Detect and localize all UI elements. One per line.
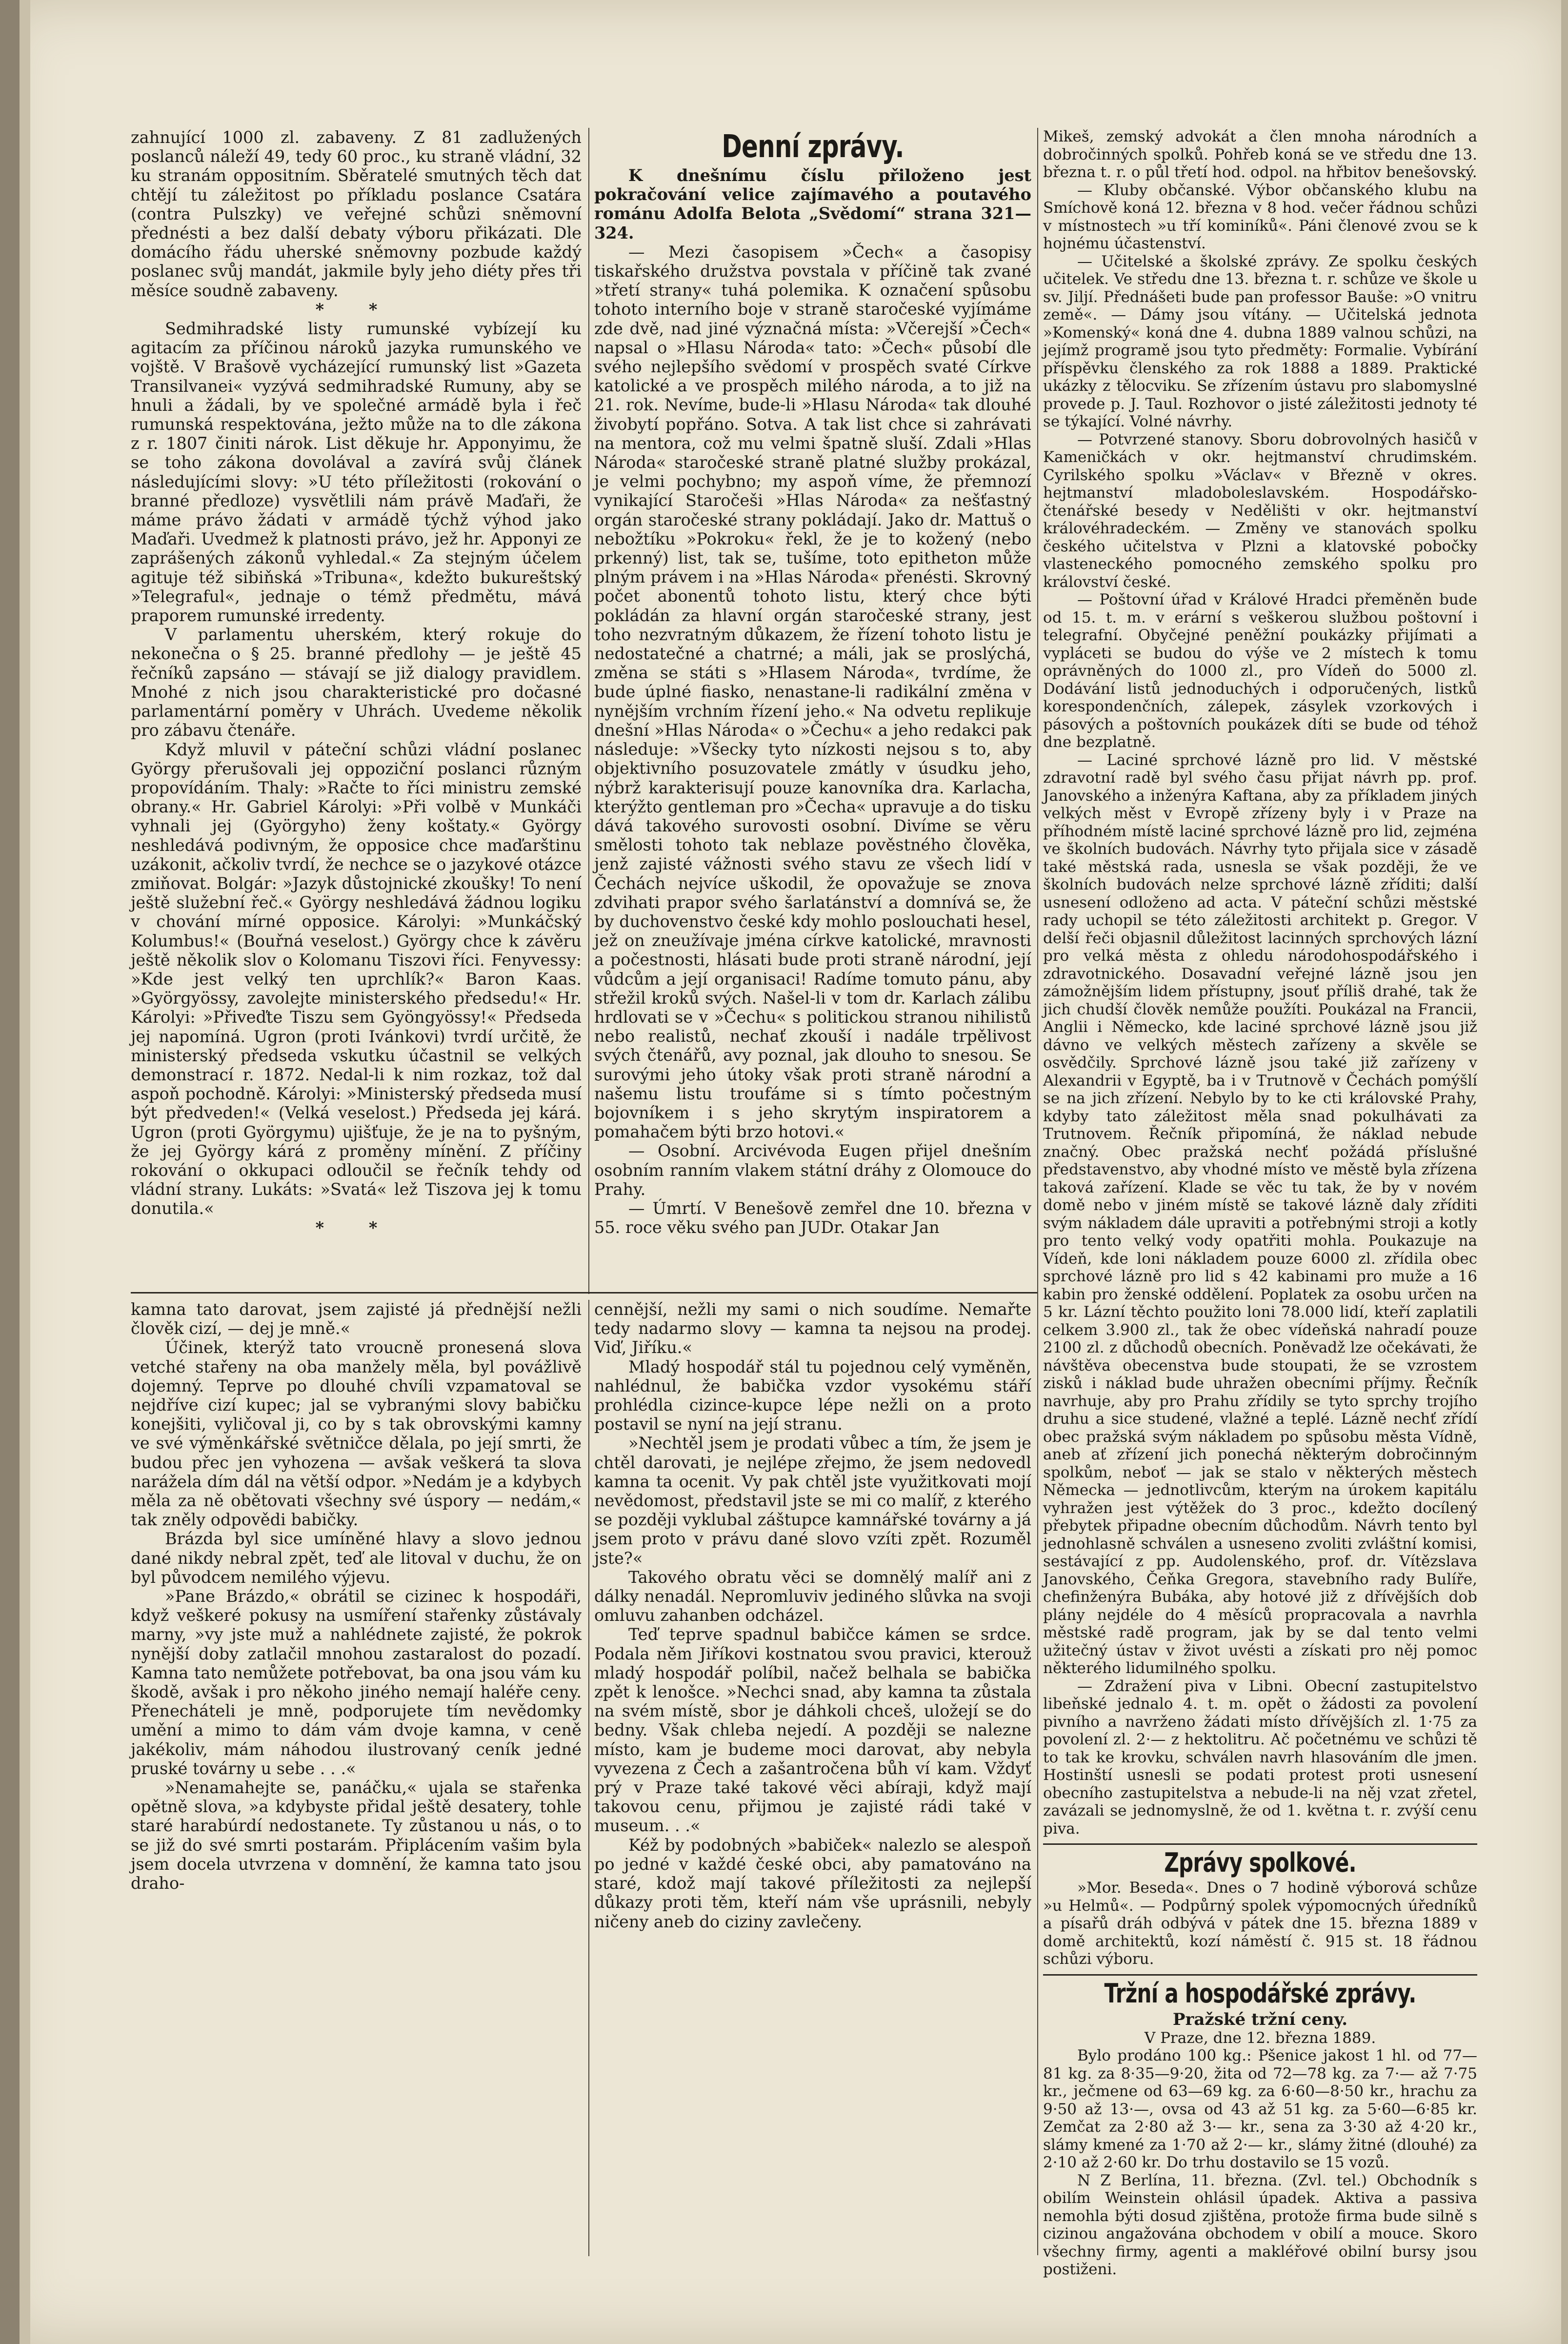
story-paragraph: Brázda byl sice umíněné hlavy a slovo jednou dané nikdy nebral zpět, teď ale litoval v duchu, že on byl původcem nemilého výjevu. [131,1529,582,1587]
article-paragraph: — Úmrtí. V Benešově zemřel dne 10. března v 55. roce věku svého pan JUDr. Otakar Jan [594,1198,1031,1237]
section-divider-stars: * * [315,1218,397,1237]
story-paragraph: »Nechtěl jsem je prodati vůbec a tím, že jsem je chtěl darovati, je nejlépe zřejmo, že jsem nedovedl kamna ta ocenit. Vy pak chtěl jste využitkovati mojí nevědomost, představil jste se mi co malíř, z kterého se později vyklubal záštupce kamnářské továrny a já jsem proto v právu dané slovo vzíti zpět. Rozuměl jste?« [594,1434,1031,1568]
section-rule [1043,1971,1477,1976]
story-paragraph: »Nenamahejte se, panáčku,« ujala se stařenka opětně slova, »a kdybyste přidal ještě desatery, tohle staré harabúrdí nedostanete. Ty zůstanou u nás, o to se již do své smrti postarám. Připlácením vašim byla jsem docela utvrzena v domnění, že kamna tato jsou draho- [131,1778,582,1893]
story-paragraph: »Pane Brázdo,« obrátil se cizinec k hospodáři, když veškeré pokusy na usmíření stařenky zůstávaly marny, »vy jste muž a nahlédnete zajisté, že pokrok nynější doby zatlačil mnohou zastaralost do pozadí. Kamna tato nemůžete potřebovat, ba ona jsou vám ku škodě, avšak i pro někoho jiného nemají haléře ceny. Přenecháteli je mně, podporujete tím nevědomky umění a mimo to dám vám dvoje kamna, v ceně jakékoliv, mám náhodou ilustrovaný ceník jedné pruské továrny u sebe . . .« [131,1587,582,1778]
binding-edge-inner [20,0,30,2344]
dateline: V Praze, dne 12. března 1889. [1144,2029,1376,2047]
article-paragraph: N Z Berlína, 11. března. (Zvl. tel.) Obchodník s obilím Weinstein ohlásil úpadek. Aktiva a passiva nemohla býti dosud zjištěna, protože firma bude silně s cizinou angažována obchodem v obilí a mouce. Skoro všechny firmy, agenti a makléřové obilní bursy jsou postiženi. [1043,2171,1477,2278]
article-paragraph: — Osobní. Arcivévoda Eugen přijel dnešním osobním ranním vlakem státní dráhy z Olomouce do Prahy. [594,1141,1031,1199]
section-divider-stars: * * [315,300,397,319]
story-paragraph: Kéž by podobných »babiček« nalezlo se alespoň po jedné v každé české obci, aby pamatováno na staré, kdož mají takové příležitosti za nejlepší důkazy proti těm, kteří nám vše uprásnili, nebyly ničeny aneb do ciziny zavlečeny. [594,1835,1031,1931]
story-paragraph: Teď teprve spadnul babičce kámen se srdce. Podala něm Jiříkovi kostnatou svou pravici, kterouž mladý hospodář políbil, načež belhala se babička zpět k lenošce. »Nechci snad, aby kamna ta zůstala na svém místě, sbor je dáhkoli chceš, uložejí se do bedny. Však chleba nejedí. A později se nalezne místo, kam je budeme moci darovat, aby nebyla vyvezena z Čech a zašantročena bůh ví kam. Vždyť prý v Praze také takové věci abíraji, když mají takovou cenu, přijmou je zajisté rádi také v museum. . .« [594,1625,1031,1836]
left-column-news [131,128,582,1284]
article-paragraph: Sedmihradské listy rumunské vybízejí ku agitacím za příčinou nároků jazyka rumunského ve vojště. V Brašově vycházející rumunský list »Gazeta Transilvanei« vyzývá sedmihradské Rumuny, aby se hnuli a žádali, by ve společné armádě byla i řeč rumunská respektována, ježto může na to dle zákona z r. 1807 činiti nárok. List děkuje hr. Apponyimu, že se toho zákona dovolával a zavírá svůj článek následujícími slovy: »U této příležitosti (rokování o branné předloze) vysvětlili nám právě Maďaři, že máme právo žádati v armádě týchž výhod jako Maďaři. Uvedmež k platnosti právo, jež hr. Apponyi ze zaprášených zákonů vyhledal.« Za stejným účelem agituje též sibiňská »Tribuna«, kdežto bukureštský »Telegraful«, jednaje o témž předmětu, mává praporem rumunské irredenty. [131,319,582,626]
binding-edge [0,0,20,2344]
article-paragraph: Mikeš, zemský advokát a člen mnoha národních a dobročinných spolků. Pohřeb koná se ve středu dne 13. března t. r. o půl třetí hod. odpol. na hřbitov benešovský. [1043,128,1477,181]
article-paragraph: Bylo prodáno 100 kg.: Pšenice jakost 1 hl. od 77—81 kg. za 8·35—9·20, žita od 72—78 kg. za 7·— až 7·75 kr., ječmene od 63—69 kg. za 6·60—8·50 kr., hrachu za 9·50 až 13·—, ovsa od 43 až 51 kg. za 5·60—6·85 kr. Zemčat za 2·80 až 3·— kr., sena za 3·30 až 4·20 kr., slámy kmené za 1·70 až 2·— kr., slámy žitné (dlouhé) za 2·10 až 2·60 kr. Do trhu dostavilo se 15 vozů. [1043,2047,1477,2171]
story-paragraph: kamna tato darovat, jsem zajisté já přednější nežli člověk cizí, — dej je mně.« [131,1300,582,1338]
article-paragraph: K dnešnímu číslu přiloženo jest pokračování velice zajímavého a poutavého románu Adolfa Belota „Svědomí“ strana 321—324. [594,166,1031,242]
right-column-news [1043,128,1477,2278]
section-heading: Denní zprávy. [722,129,904,165]
feuilleton-rule [131,1292,1037,1293]
article-paragraph: zahnující 1000 zl. zabaveny. Z 81 zadlužených poslanců náleží 49, tedy 60 proc., ku straně vládní, 32 ku stranám oppositním. Sběratelé smutných těch dat chtějí tu záležitost po příkladu poslance Csatára (contra Pulszky) ve veřejné schůzi sněmovní přednésti a bez další debaty výboru přikázati. Dle domácího řádu uherské sněmovny pozbude každý poslanec svůj mandát, jakmile byly jeho diéty přes tři měsíce soudně zabaveny. [131,128,582,300]
middle-column-daily-news [594,128,1031,1284]
article-paragraph: — Laciné sprchové lázně pro lid. V městské zdravotní radě byl svého času přijat návrh pp. prof. Janovského a inženýra Kaftana, aby za příkladem jiných velkých měst v Evropě zřízeny byly i v Praze na příhodném místě laciné sprchové lázně pro lid, zejména ve školních budovách. Návrhy tyto přijala sice v zásadě také městská rada, usnesla se však později, že ve školních budovách nelze sprchové lázně zříditi; další usnesení odloženo ad acta. V páteční schůzi městské rady uchopil se této záležitosti architekt p. Gregor. V delší řeči objasnil důležitost lacinných sprchových lázní pro velká města z ohledu národohospodářského i zdravotnického. Dosavadní veřejné lázně jsou jen zámožnějším lidem přístupny, jsouť příliš drahé, tak že jich chudší člověk nemůže použíti. Poukázal na Francii, Anglii i Německo, kde laciné sprchové lázně jsou již dávno ve velkých městech zařízeny a skvěle se osvědčily. Sprchové lázně jsou také již zařízeny v Alexandrii v Egyptě, ba i v Trutnově v Čechách pomýšlí se na jich zřízení. Nebylo by to ke cti královské Prahy, kdyby tato záležitost měla snad pokulhávati za Trutnovem. Řečník připomíná, že náklad nebude značný. Obec pražská nechť požádá příslušné představenstvo, aby vhodné místo ve městě byla zřízena taková zařízení. Klade se věc tu tak, že by v novém domě nebo v jiném místě se takové lázně daly zříditi svým nákladem dále upraviti a potřebnými stroji a kotly pro tento velký vody opatřiti mohla. Poukazuje na Vídeň, kde loni nákladem pouze 6000 zl. zřídila obec sprchové lázně pro lid s 42 kabinami pro muže a 16 kabin pro ženské oddělení. Poplatek za osobu určen na 5 kr. Lázní těchto použito loni 78.000 lidí, kteří zaplatili celkem 3.900 zl., tak že obec vídeňská nahradí pouze 2100 zl. z důchodů obecních. Poněvadž lze očekávati, že návštěva obecenstva bude stoupati, že se vzrostem zisků i náklad bude uhražen obecními příjmy. Řečník navrhuje, aby pro Prahu zřídily se tyto sprchy trojího druhu a sice studené, vlažné a teplé. Lázně nechť zřídí obec pražská svým nákladem po spůsobu města Vídně, aneb ať zřízení jich ponechá některým dobročinným spolkům, neboť — jak se stalo v některých městech Německa — jednotlivcům, kterým na úrokem kapitálu vyhražen jest výtěžek do 3 proc., kdežto docílený přebytek připadne obecním důchodům. Návrh tento byl jednohlasně schválen a usneseno zvoliti zvláštní komisi, sestávající z pp. Audolenského, prof. dr. Vítězslava Janovského, Čeňka Gregora, stavebního rady Bulíře, chefinženýra Bubáka, aby hotové již z dřívějších dob plány nejdéle do 4 měsíců propracovala a navrhla městské radě program, jak by se dal tento velmi užitečný ústav v život uvésti a získati pro něj pomoc některého lidumilného spolku. [1043,751,1477,1677]
feuilleton-left [131,1300,582,2256]
page-edge [1561,0,1568,2344]
story-paragraph: Účinek, kterýž tato vroucně pronesená slova vetché stařeny na oba manžely měla, byl povážlivě dojemný. Teprve po dlouhé chvíli vzpamatoval se nejdříve cizí kupec; jal se vybranými slovy babičku konejšiti, vyličoval ji, co by s tak obrovskými kamny ve své výměnkářské světničce dělala, po její smrti, že budou přec jen vyhozena — avšak veškerá ta slova narážela dím dál na větší odpor. »Nedám je a kdybych měla za ně obětovati všechny své úspory — nedám,« tak zněly odpovědi babičky. [131,1338,582,1530]
column-rule [1037,128,1038,2255]
article-paragraph: — Poštovní úřad v Králové Hradci přeměněn bude od 15. t. m. v erární s veškerou službou poštovní i telegrafní. Obyčejné peněžní poukázky přijímati a vypláceti se budou do výše ve 2 místech k tomu oprávněných do 1000 zl., pro Vídeň do 5000 zl. Dodávání listů jednoduchých i odporučených, listků korespondenčních, zálepek, zásylek vzorkových i pásových a poštovních poukázek díti se bude od téhož dne bezplatně. [1043,591,1477,751]
column-rule [588,128,589,1294]
article-paragraph: »Mor. Beseda«. Dnes o 7 hodině výborová schůze »u Helmů«. — Podpůrný spolek výpomocných úředníků a písařů dráh odbývá v pátek dne 15. března 1889 v domě architektů, kozí náměstí č. 915 st. 18 řádnou schůzi výboru. [1043,1879,1477,1968]
article-paragraph: — Zdražení piva v Libni. Obecní zastupitelstvo libeňské jednalo 4. t. m. opět o žádosti za povolení pivního a navrženo žádati místo dřívějších zl. 1·75 za povolení zl. 2·— z hektolitru. Ač početnému ve schůzi tě to tak ke krovku, schválen navrh hlasováním dle jmen. Hostinští usnesli se podati protest proti usnesení obecního zastupitelstva a nebude-li na něj vzat zřetel, zavázali se jednomyslně, že od 1. května t. r. zvýší cenu piva. [1043,1677,1477,1838]
section-rule [1043,1840,1477,1845]
story-paragraph: Takového obratu věci se domnělý malíř ani z dálky nenadál. Nepromluviv jediného slůvka na svoji omluvu zahanben odcházel. [594,1567,1031,1625]
article-paragraph: Když mluvil v páteční schůzi vládní poslanec György přerušovali jej oppoziční poslanci různým propovídáním. Thaly: »Račte to říci ministru zemské obrany.« Hr. Gabriel Károlyi: »Při volbě v Munkáči vyhnali jej (Györgyho) ženy koštaty.« György neshledává podivným, že opposice chce maďarštinu uzákonit, ačkoliv tvrdí, že nechce se o jazykové otázce zmiňovat. Bolgár: »Jazyk důstojnické zkoušky! To není ještě služební řeč.« György neshledává žádnou logiku v chování mírné opposice. Károlyi: »Munkáčský Kolumbus!« (Bouřná veselost.) György chce k závěru ještě několik slov o Kolomanu Tiszovi říci. Fenyvessy: »Kde jest velký ten uprchlík?« Baron Kaas. »Györgyössy, zavolejte ministerského předsedu!« Hr. Károlyi: »Přiveďte Tiszu sem Gyöngyössy!« Předseda jej napomíná. Ugron (proti Ivánkovi) tvrdí určitě, že ministerský předseda vskutku účastnil se velkých demonstrací r. 1872. Nedal-li k nim rozkaz, tož dal aspoň pochodně. Károlyi: »Ministerský předseda musí být předveden!« (Velká veselost.) Předseda jej kárá. Ugron (proti Györgymu) ujišťuje, že je na to pyšným, že jej György kárá z proměny mínění. Z příčiny rokování o okkupaci odloučil se řečník tehdy od vládní strany. Lukáts: »Svatá« lež Tiszova jej k tomu donutila.« [131,740,582,1218]
column-rule [588,1300,589,2256]
feuilleton-right [594,1300,1031,2256]
section-heading: Tržní a hospodářské zprávy. [1104,1978,1416,2009]
story-paragraph: cennější, nežli my sami o nich soudíme. Nemařte tedy nadarmo slovy — kamna ta nejsou na prodej. Viď, Jiříku.« [594,1300,1031,1357]
article-paragraph: — Učitelské a školské zprávy. Ze spolku českých učitelek. Ve středu dne 13. března t. r. schůze ve škole u sv. Jiljí. Přednášeti bude pan professor Bauše: »O vnitru země«. — Dámy jsou vítány. — Učitelská jednota »Komenský« koná dne 4. dubna 1889 valnou schůzi, na jejímž programě jsou tyto předměty: Formalie. Vybírání příspěvku členského za rok 1888 a 1889. Praktické ukázky z tělocviku. Se zřízením ústavu pro slabomyslné provede p. J. Taul. Rozhovor o jisté záležitosti jednoty té se týkající. Volné návrhy. [1043,252,1477,430]
article-paragraph: — Mezi časopisem »Čech« a časopisy tiskařského družstva povstala v příčině tak zvané »třetí strany« tuhá polemika. K označení spůsobu tohoto interního boje v straně staročeské vyjímáme zde dvě, nad jiné význačná místa: »Včerejší »Čech« napsal o »Hlasu Národa« tato: »Čech« působí dle svého nejlepšího svědomí v prospěch svaté Církve katolické a ve prospěch milého národa, a to již na 21. rok. Nevíme, bude-li »Hlasu Národa« tak dlouhé živobytí popřáno. Sotva. A tak list chce si zahrávati na mentora, což mu velmi špatně sluší. Zdali »Hlas Národa« staročeské straně platné služby prokázal, je velmi pochybno; my aspoň víme, že přemnozí vynikající Staročeši »Hlas Národa« za nešťastný orgán staročeské strany pokládají. Jako dr. Mattuš o nebožtíku »Pokroku« řekl, že je to kožený (nebo prkenný) list, tak se, tušíme, toto epitheton může plným právem i na »Hlas Národa« přenésti. Skrovný počet abonentů tohoto listu, který chce býti pokládán za hlavní orgán staročeské strany, jest toho nezvratným důkazem, že řízení tohoto listu je nedostatečné a chatrné; a máli, jak se proslýchá, změna se státi s »Hlasem Národa«, tvrdíme, že bude úplné fiasko, nenastane-li radikální změna v nynějším vrchním řízení jeho.« Na odvetu replikuje dnešní »Hlas Národa« o »Čechu« a jeho redakci pak následuje: »Všecky tyto nízkosti nejsou s to, aby objektivního posuzovatele zmátly v úsudku jeho, nýbrž karakterisují pouze kanovníka dra. Karlacha, kterýžto gentleman pro »Čecha« upravuje a do tisku dává takového surovosti osobní. Divíme se věru smělosti tohoto tak neblaze pověstného člověka, jenž zajisté vážnosti svého stavu ze všech lidí v Čechách nejvíce uškodil, že opovažuje se znova zdvihati prapor svého šarlatánství a domnívá se, že by duchovenstvo české kdy mohlo poslouchati hesel, jež on zneužívaje jména církve katolické, mravnosti a počestnosti, hlásati bude proti straně národní, její vůdcům a její organisaci! Radíme tomuto pánu, aby střežil kroků svých. Našel-li v tom dr. Karlach zálibu hrdlovati se v »Čechu« s politickou stranou nihilistů nebo realistů, nechať zkouší i nadále trpělivost svých čtenářů, avy poznal, jak dlouho to snesou. Se surovými jeho útoky však proti straně národní a našemu listu troufáme si s tímto počestným bojovníkem i s jeho skrytým inspiratorem a pomahačem býti brzo hotovi.« [594,242,1031,1142]
story-paragraph: Mladý hospodář stál tu pojednou celý vyměněn, nahlédnul, že babička vzdor vysokému stáří prohlédla cizince-kupce lépe nežli on a proto postavil se nyní na její stranu. [594,1357,1031,1434]
section-heading: Zprávy spolkové. [1164,1847,1356,1878]
article-paragraph: — Potvrzené stanovy. Sboru dobrovolných hasičů v Kameničkách v okr. hejtmanství chrudimském. Cyrilského spolku »Václav« v Březně v okres. hejtmanství mladoboleslavském. Hospodářsko-čtenářské besedy v Nedělišti v okr. hejtmanství královéhradeckém. — Změny ve stanovách spolku českého učitelstva v Plzni a klatovské pobočky vlasteneckého pomocného zemského spolku pro království české. [1043,430,1477,591]
article-paragraph: — Kluby občanské. Výbor občanského klubu na Smíchově koná 12. března v 8 hod. večer řádnou schůzi v místnostech »u tří kominíků«. Páni členové zvou se k hojnému účastenství. [1043,181,1477,252]
article-paragraph: V parlamentu uherském, který rokuje do nekonečna o § 25. branné předlohy — je ještě 45 řečníků zapsáno — stávají se již dialogy pravidlem. Mnohé z nich jsou charakteristické pro dočasné parlamentární poměry v Uhrách. Uvedeme několik pro zábavu čtenáře. [131,625,582,740]
section-subheading: Pražské tržní ceny. [1172,2009,1348,2029]
